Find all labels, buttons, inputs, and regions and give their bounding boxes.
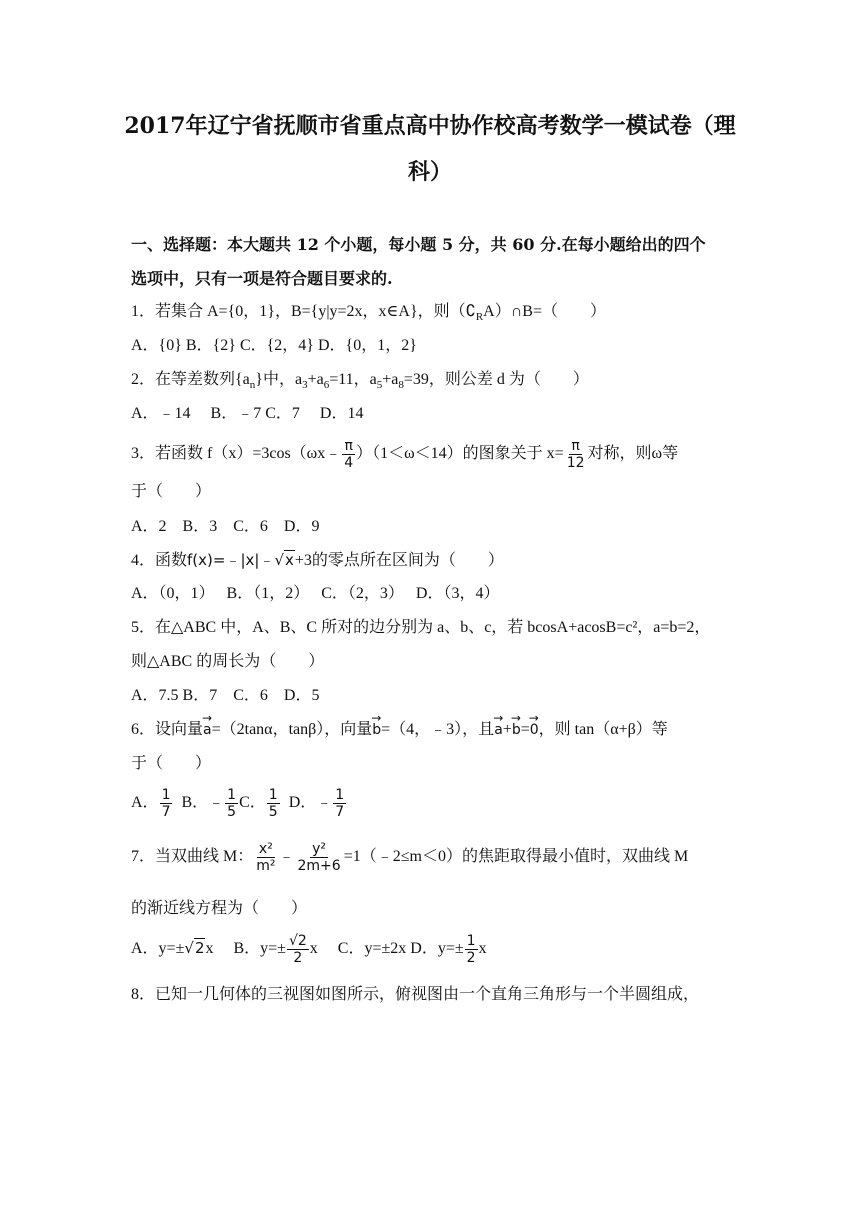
- fraction-option-a: $\frac{1}{7}$: [161, 786, 171, 820]
- question-2-stem: 2．在等差数列$\{a_n\}$中，$a_3+a_6=11$，$a_5+a_8=39$，则公差 d 为（ ）: [131, 371, 589, 392]
- fraction-option-b: $\frac{1}{5}$: [227, 786, 237, 820]
- exam-title-line-1: 2017年辽宁省抚顺市省重点高中协作校高考数学一模试卷（理: [124, 113, 736, 139]
- vector-b: → b: [372, 718, 381, 742]
- vector-a: → a: [203, 718, 212, 742]
- question-6-stem: 6．设向量→ a=（2tanα，tanβ），向量→ b=（4，﹣3），且→ a+→ b=→ 0，则 tan（α+β）等: [131, 718, 668, 742]
- question-1-options: A．{0} B．{2} C．{2，4} D．{0，1，2}: [131, 337, 417, 354]
- question-4-options: A．（0，1） B．（1，2） C．（2，3） D．（3，4）: [131, 585, 500, 602]
- question-7-stem: 7．当双曲线 M： $\frac{\text{x²}}{\text{m²}}$ ﹣ $\frac{\text{y²}}{2m+6}$ =1（﹣2≤m＜0）的焦距取得最小值时，双曲线 M: [131, 840, 689, 874]
- question-3-options: A．2 B．3 C．6 D．9: [131, 518, 320, 535]
- fraction-x2-over-m2: $\frac{\text{x²}}{\text{m²}}$: [256, 840, 276, 874]
- fraction-1-over-2: $\frac{1}{2}$: [466, 932, 476, 966]
- sqrt-2: √2: [184, 939, 205, 957]
- section-heading-line-2: 选项中，只有一项是符合题目要求的.: [131, 269, 393, 288]
- question-8-stem: 8．已知一几何体的三视图如图所示，俯视图由一个直角三角形与一个半圆组成，: [131, 986, 700, 1003]
- question-7-options: A．y=±√2x B．y=± $\frac{√2}{2}$ x C．y=±2x D．y=± $\frac{1}{2}$ x: [131, 932, 487, 966]
- vector-zero: → 0: [530, 718, 539, 742]
- vector-a: → a: [494, 718, 503, 742]
- fraction-pi-over-12: $\frac{\pi}{12}$: [566, 437, 585, 471]
- vector-b: → b: [512, 718, 521, 742]
- question-2-options: A．﹣14 B．﹣7 C．7 D．14: [131, 405, 364, 422]
- question-5-options: A．7.5 B．7 C．6 D．5: [131, 687, 320, 704]
- question-6-options: A． $\frac{1}{7}$ B．﹣ $\frac{1}{5}$ C． $\frac{1}{5}$ D．﹣ $\frac{1}{7}$: [131, 786, 345, 820]
- question-5-stem: 5．在△ABC 中，A、B、C 所对的边分别为 a、b、c，若 bcosA+acosB=c²，a=b=2，: [131, 619, 711, 636]
- fraction-y2-over-2m-plus-6: $\frac{\text{y²}}{2m+6}$: [297, 840, 341, 874]
- section-heading-line-1: 一、选择题：本大题共 12 个小题，每小题 5 分，共 60 分.在每小题给出的四个: [131, 235, 706, 254]
- fraction-pi-over-4: $\frac{\pi}{4}$: [344, 437, 354, 471]
- fraction-option-d: $\frac{1}{7}$: [335, 786, 345, 820]
- question-1-stem: 1．若集合 A={0，1}，B={y|y=2x，x∈A}，则$(∁_RA)\cap B=$（ ）: [131, 303, 606, 324]
- question-3-stem: 3．若函数 f（x）=3cos（ωx﹣ $\frac{\pi}{4}$ ）（1＜ω＜14）的图象关于 x= $\frac{\pi}{12}$ 对称，则ω等: [131, 437, 679, 471]
- question-7-stem-continued: 的渐近线方程为（ ）: [131, 900, 308, 917]
- question-6-stem-continued: 于（ ）: [131, 755, 212, 772]
- fraction-option-c: $\frac{1}{5}$: [268, 786, 278, 820]
- question-5-stem-continued: 则△ABC 的周长为（ ）: [131, 653, 325, 670]
- question-4-stem: 4．函数f(x)=﹣|x|﹣√x+3的零点所在区间为（ ）: [131, 551, 504, 569]
- fraction-sqrt2-over-2: $\frac{√2}{2}$: [288, 932, 307, 966]
- question-3-stem-continued: 于（ ）: [131, 483, 212, 500]
- sqrt-x: √x: [274, 551, 294, 569]
- exam-title-line-2: 科）: [407, 159, 452, 185]
